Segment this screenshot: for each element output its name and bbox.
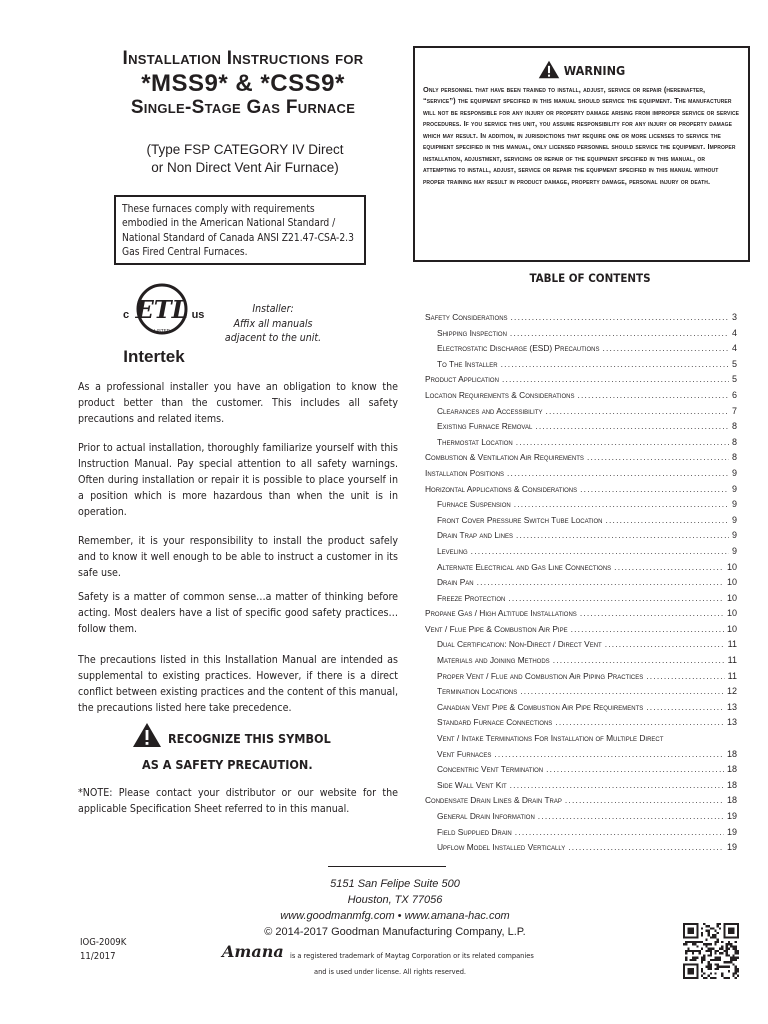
installer-note-line-1: Installer: <box>252 303 294 315</box>
toc-leader-dots <box>515 825 724 841</box>
toc-entry-label: Furnace Suspension <box>437 499 511 510</box>
installer-note-line-2: Affix all manuals <box>233 317 313 330</box>
toc-entry-label: Product Application <box>425 374 499 385</box>
toc-leader-dots <box>516 528 729 544</box>
document-title <box>78 48 408 119</box>
company-address <box>250 877 540 941</box>
subtitle-line-1: (Type FSP CATEGORY IV Direct <box>146 142 344 157</box>
toc-entry-label: Propane Gas / High Altitude Installations <box>425 608 577 619</box>
paragraph-familiarize: Prior to actual installation, thoroughly familiarize yourself with this Instruction Manual. Pay special attention to all safety warnings. Often during installation or repair it is possible to place yourself in a position which is more hazardous than when the unit is in operation. <box>78 442 398 518</box>
toc-entry-label: Shipping Inspection <box>437 327 507 338</box>
toc-entry-page: 8 <box>731 452 737 463</box>
toc-entry[interactable] <box>425 669 737 685</box>
installer-note <box>218 302 328 346</box>
toc-entry[interactable] <box>425 341 737 357</box>
toc-leader-dots <box>508 591 724 607</box>
toc-entry[interactable] <box>425 419 737 435</box>
toc-entry[interactable] <box>425 482 737 498</box>
etl-listed-band: LISTED <box>154 328 170 333</box>
toc-entry-page: 18 <box>726 764 737 775</box>
toc-leader-dots <box>546 404 729 420</box>
toc-leader-dots <box>646 700 724 716</box>
toc-entry-label: Vent Furnaces <box>437 748 492 759</box>
toc-entry-label: Alternate Electrical and Gas Line Connections <box>437 561 612 572</box>
title-line-2: *MSS9* & *CSS9* <box>141 69 345 97</box>
intertek-wordmark: Intertek <box>123 347 185 366</box>
toc-entry[interactable] <box>425 606 737 622</box>
toc-leader-dots <box>510 778 724 794</box>
toc-entry-label: Condensate Drain Lines & Drain Trap <box>425 795 562 806</box>
toc-entry-page: 5 <box>731 358 737 369</box>
document-date: 11/2017 <box>80 950 116 962</box>
toc-entry[interactable] <box>425 809 737 825</box>
toc-entry-label: Safety Considerations <box>425 312 508 322</box>
recognize-symbol-text: RECOGNIZE THIS SYMBOL <box>168 731 331 746</box>
toc-entry[interactable] <box>425 591 737 607</box>
warning-icon <box>538 60 560 79</box>
toc-leader-dots <box>501 357 729 373</box>
toc-leader-dots <box>568 840 724 856</box>
warning-text: Only personnel that have been trained to install, adjust, service or repair (hereinafter, “service”) the equipment specified in this manual should service the equipment. The manufacturer will not be responsible for any injury or property damage arising from improper service or service procedures. If you service this unit, you assume responsibility for any injury or property damage which may result. In addition, in jurisdictions that require one or more licenses to service the equipment specified in this manual, only licensed personnel should service the equipment. Improper installation, adjustment, servicing or repair of the equipment specified in this manual, or attempting to install, adjust, service or repair the equipment specified in this manual without proper training may result in product damage, property damage, personal injury or death. <box>423 85 740 186</box>
toc-entry-label: Drain Trap and Lines <box>437 530 513 541</box>
toc-entry-label: Clearances and Accessibility <box>437 405 543 416</box>
installer-note-line-3: adjacent to the unit. <box>224 332 322 345</box>
trademark-notice <box>290 948 610 979</box>
toc-entry-page: 4 <box>731 327 737 338</box>
toc-entry-page: 7 <box>731 405 737 416</box>
amana-logo <box>220 938 286 964</box>
toc-leader-dots <box>471 544 729 560</box>
toc-entry[interactable] <box>425 825 737 841</box>
toc-entry-label: Installation Positions <box>425 467 505 478</box>
toc-entry-label: Combustion & Ventilation Air Requirements <box>425 452 584 463</box>
toc-entry-label: Upflow Model Installed Vertically <box>437 842 566 853</box>
toc-entry-label: Vent / Intake Terminations For Installation of Multiple Direct <box>437 733 664 744</box>
toc-entry-page: 10 <box>726 608 737 619</box>
toc-entry[interactable] <box>425 684 737 700</box>
toc-entry[interactable] <box>425 637 737 653</box>
amana-wordmark: Amana <box>222 942 284 961</box>
document-number: IOG-2009K <box>80 937 127 948</box>
toc-leader-dots <box>565 793 724 809</box>
footer-divider <box>328 866 446 867</box>
toc-entry-page: 9 <box>731 467 737 478</box>
toc-leader-dots <box>535 419 729 435</box>
toc-leader-dots <box>516 435 729 451</box>
etl-us-mark: us <box>191 309 205 321</box>
toc-entry[interactable] <box>425 435 737 451</box>
toc-entry-page: 10 <box>726 577 737 588</box>
safety-precaution-text: AS A SAFETY PRECAUTION. <box>142 757 313 772</box>
toc-leader-dots <box>614 560 724 576</box>
toc-entry-label: Front Cover Pressure Switch Tube Location <box>437 514 603 525</box>
toc-entry[interactable] <box>425 700 737 716</box>
address-city: Houston, TX 77056 <box>347 893 443 906</box>
toc-leader-dots <box>577 388 729 404</box>
toc-leader-dots <box>514 497 729 513</box>
toc-entry-page: 6 <box>731 389 737 400</box>
toc-entry-label: Termination Locations <box>437 686 518 697</box>
toc-entry-page: 3 <box>731 312 737 322</box>
toc-leader-dots <box>580 606 724 622</box>
toc-entry-page: 19 <box>726 842 737 853</box>
toc-entry-page: 9 <box>731 483 737 494</box>
toc-entry[interactable] <box>425 310 737 326</box>
toc-entry[interactable] <box>425 622 737 638</box>
toc-leader-dots <box>646 669 724 685</box>
toc-entry[interactable] <box>425 513 737 529</box>
toc-leader-dots <box>477 575 724 591</box>
toc-entry-page: 19 <box>726 826 737 837</box>
toc-entry[interactable] <box>425 388 737 404</box>
toc-entry[interactable] <box>425 715 737 731</box>
toc-entry-page: 9 <box>731 530 737 541</box>
toc-entry-label: Field Supplied Drain <box>437 826 512 837</box>
toc-entry-page: 18 <box>726 795 737 806</box>
address-street: 5151 San Felipe Suite 500 <box>330 878 460 890</box>
toc-leader-dots <box>555 715 724 731</box>
toc-leader-dots <box>571 622 724 638</box>
toc-entry-label: Vent / Flue Pipe & Combustion Air Pipe <box>425 623 568 634</box>
safety-warning-icon <box>132 722 162 748</box>
toc-entry-label: Horizontal Applications & Considerations <box>425 483 578 494</box>
toc-entry-page: 11 <box>727 655 737 666</box>
toc-leader-dots <box>546 762 724 778</box>
toc-entry[interactable] <box>425 372 737 388</box>
toc-entry-label: Drain Pan <box>437 577 474 588</box>
toc-leader-dots <box>494 747 724 763</box>
paragraph-responsibility: Remember, it is your responsibility to install the product safely and to know it well enough to be able to instruct a customer in its safe use. <box>78 535 398 579</box>
toc-entry-page: 10 <box>726 561 737 572</box>
toc-entry-label: Existing Furnace Removal <box>437 421 533 432</box>
etl-letters: ETL <box>135 295 189 324</box>
toc-entry-label: Dual Certification: Non-Direct / Direct Vent <box>437 639 602 650</box>
toc-entry-page: 8 <box>731 436 737 447</box>
toc-leader-dots <box>507 466 729 482</box>
toc-entry[interactable] <box>425 497 737 513</box>
toc-entry-label: Location Requirements & Considerations <box>425 389 575 400</box>
warning-box <box>413 46 750 262</box>
toc-entry[interactable] <box>425 528 737 544</box>
toc-leader-dots <box>502 372 729 388</box>
warning-heading <box>423 60 740 79</box>
toc-leader-dots <box>602 341 729 357</box>
paragraph-precautions: The precautions listed in this Installation Manual are intended as supplemental to existing practices. However, if there is a direct conflict between existing practices and the content of this manual, the precautions listed here take precedence. <box>78 654 398 714</box>
etl-c-mark: c <box>122 309 130 321</box>
trademark-line-1: is a registered trademark of Maytag Corporation or its related companies <box>290 951 534 960</box>
toc-entry-label: Thermostat Location <box>437 436 513 447</box>
toc-entry-page: 8 <box>731 421 737 432</box>
subtitle <box>100 141 390 177</box>
toc-leader-dots <box>580 482 729 498</box>
toc-entry[interactable] <box>425 466 737 482</box>
qr-code[interactable] <box>683 923 739 979</box>
toc-entry[interactable] <box>425 653 737 669</box>
toc-leader-dots <box>553 653 725 669</box>
toc-entry-page: 9 <box>731 545 737 556</box>
toc-leader-dots <box>538 809 724 825</box>
toc-entry-page: 13 <box>726 717 737 728</box>
toc-entry-page: 10 <box>726 592 737 603</box>
toc-entry-page: 4 <box>731 343 737 354</box>
toc-entry-label: Freeze Protection <box>437 592 506 603</box>
title-line-1: Installation Instructions for <box>122 48 364 69</box>
toc-entry-label: Standard Furnace Connections <box>437 717 553 728</box>
toc-entry[interactable] <box>425 560 737 576</box>
toc-entry[interactable] <box>425 357 737 373</box>
etl-listed-logo <box>112 272 212 372</box>
toc-leader-dots <box>587 450 729 466</box>
toc-entry-page: 9 <box>731 499 737 510</box>
toc-entry[interactable] <box>425 778 737 794</box>
paragraph-obligation: As a professional installer you have an obligation to know the product better than the customer. This includes all safety precautions and related items. <box>78 381 398 425</box>
toc-entry-page: 11 <box>727 639 737 650</box>
toc-entry-page: 11 <box>727 670 737 681</box>
spec-sheet-note: *NOTE: Please contact your distributor or our website for the applicable Specification Sheet referred to in this manual. <box>78 787 398 815</box>
toc-entry-label: Electrostatic Discharge (ESD) Precautions <box>437 343 600 354</box>
toc-leader-dots <box>510 326 729 342</box>
toc-leader-dots <box>606 513 729 529</box>
toc-entry-label: Canadian Vent Pipe & Combustion Air Pipe Requirements <box>437 701 644 712</box>
toc-entry-page: 10 <box>726 623 737 634</box>
toc-entry-page: 12 <box>726 686 737 697</box>
toc-entry-label: Leveling <box>437 545 468 556</box>
warning-heading-text: WARNING <box>563 63 626 78</box>
copyright: © 2014-2017 Goodman Manufacturing Company, L.P. <box>264 925 526 938</box>
toc-entry-label: General Drain Information <box>437 811 535 821</box>
website-links[interactable]: www.goodmanmfg.com • www.amana-hac.com <box>280 909 510 922</box>
toc-entry[interactable] <box>425 326 737 342</box>
table-of-contents <box>425 310 737 856</box>
toc-entry-page: 18 <box>726 748 737 759</box>
title-line-3: Single-Stage Gas Furnace <box>130 97 356 119</box>
toc-entry[interactable] <box>425 762 737 778</box>
toc-leader-dots <box>511 310 729 326</box>
toc-entry[interactable] <box>425 793 737 809</box>
paragraph-common-sense: Safety is a matter of common sense…a matter of thinking before acting. Most dealers have a list of specific good safety practices…follow them. <box>78 591 398 635</box>
toc-entry[interactable] <box>425 747 737 763</box>
toc-leader-dots <box>605 637 725 653</box>
toc-entry-page: 5 <box>731 374 737 385</box>
subtitle-line-2: or Non Direct Vent Air Furnace) <box>151 160 339 176</box>
document-id <box>80 936 126 964</box>
toc-entry[interactable] <box>425 404 737 420</box>
toc-entry[interactable] <box>425 731 737 747</box>
toc-entry-label: Materials and Joining Methods <box>437 655 550 666</box>
trademark-line-2: and is used under license. All rights reserved. <box>314 966 467 976</box>
toc-entry-label: Concentric Vent Termination <box>437 764 544 775</box>
toc-entry[interactable] <box>425 575 737 591</box>
toc-entry[interactable] <box>425 840 737 856</box>
toc-entry-page: 13 <box>726 701 737 712</box>
compliance-box: These furnaces comply with requirements embodied in the American National Standard / National Standard of Canada ANSI Z21.47-CSA-2.3 Gas Fired Central Furnaces. <box>114 195 366 265</box>
toc-entry-page: 19 <box>726 811 737 821</box>
toc-entry[interactable] <box>425 544 737 560</box>
toc-entry-label: Proper Vent / Flue and Combustion Air Piping Practices <box>437 670 644 681</box>
toc-entry-label: Side Wall Vent Kit <box>437 779 507 790</box>
toc-entry-label: To The Installer <box>437 358 498 369</box>
toc-leader-dots <box>520 684 724 700</box>
toc-entry[interactable] <box>425 450 737 466</box>
toc-title: TABLE OF CONTENTS <box>529 271 651 285</box>
toc-entry-page: 9 <box>731 514 737 525</box>
toc-entry-page: 18 <box>726 779 737 790</box>
